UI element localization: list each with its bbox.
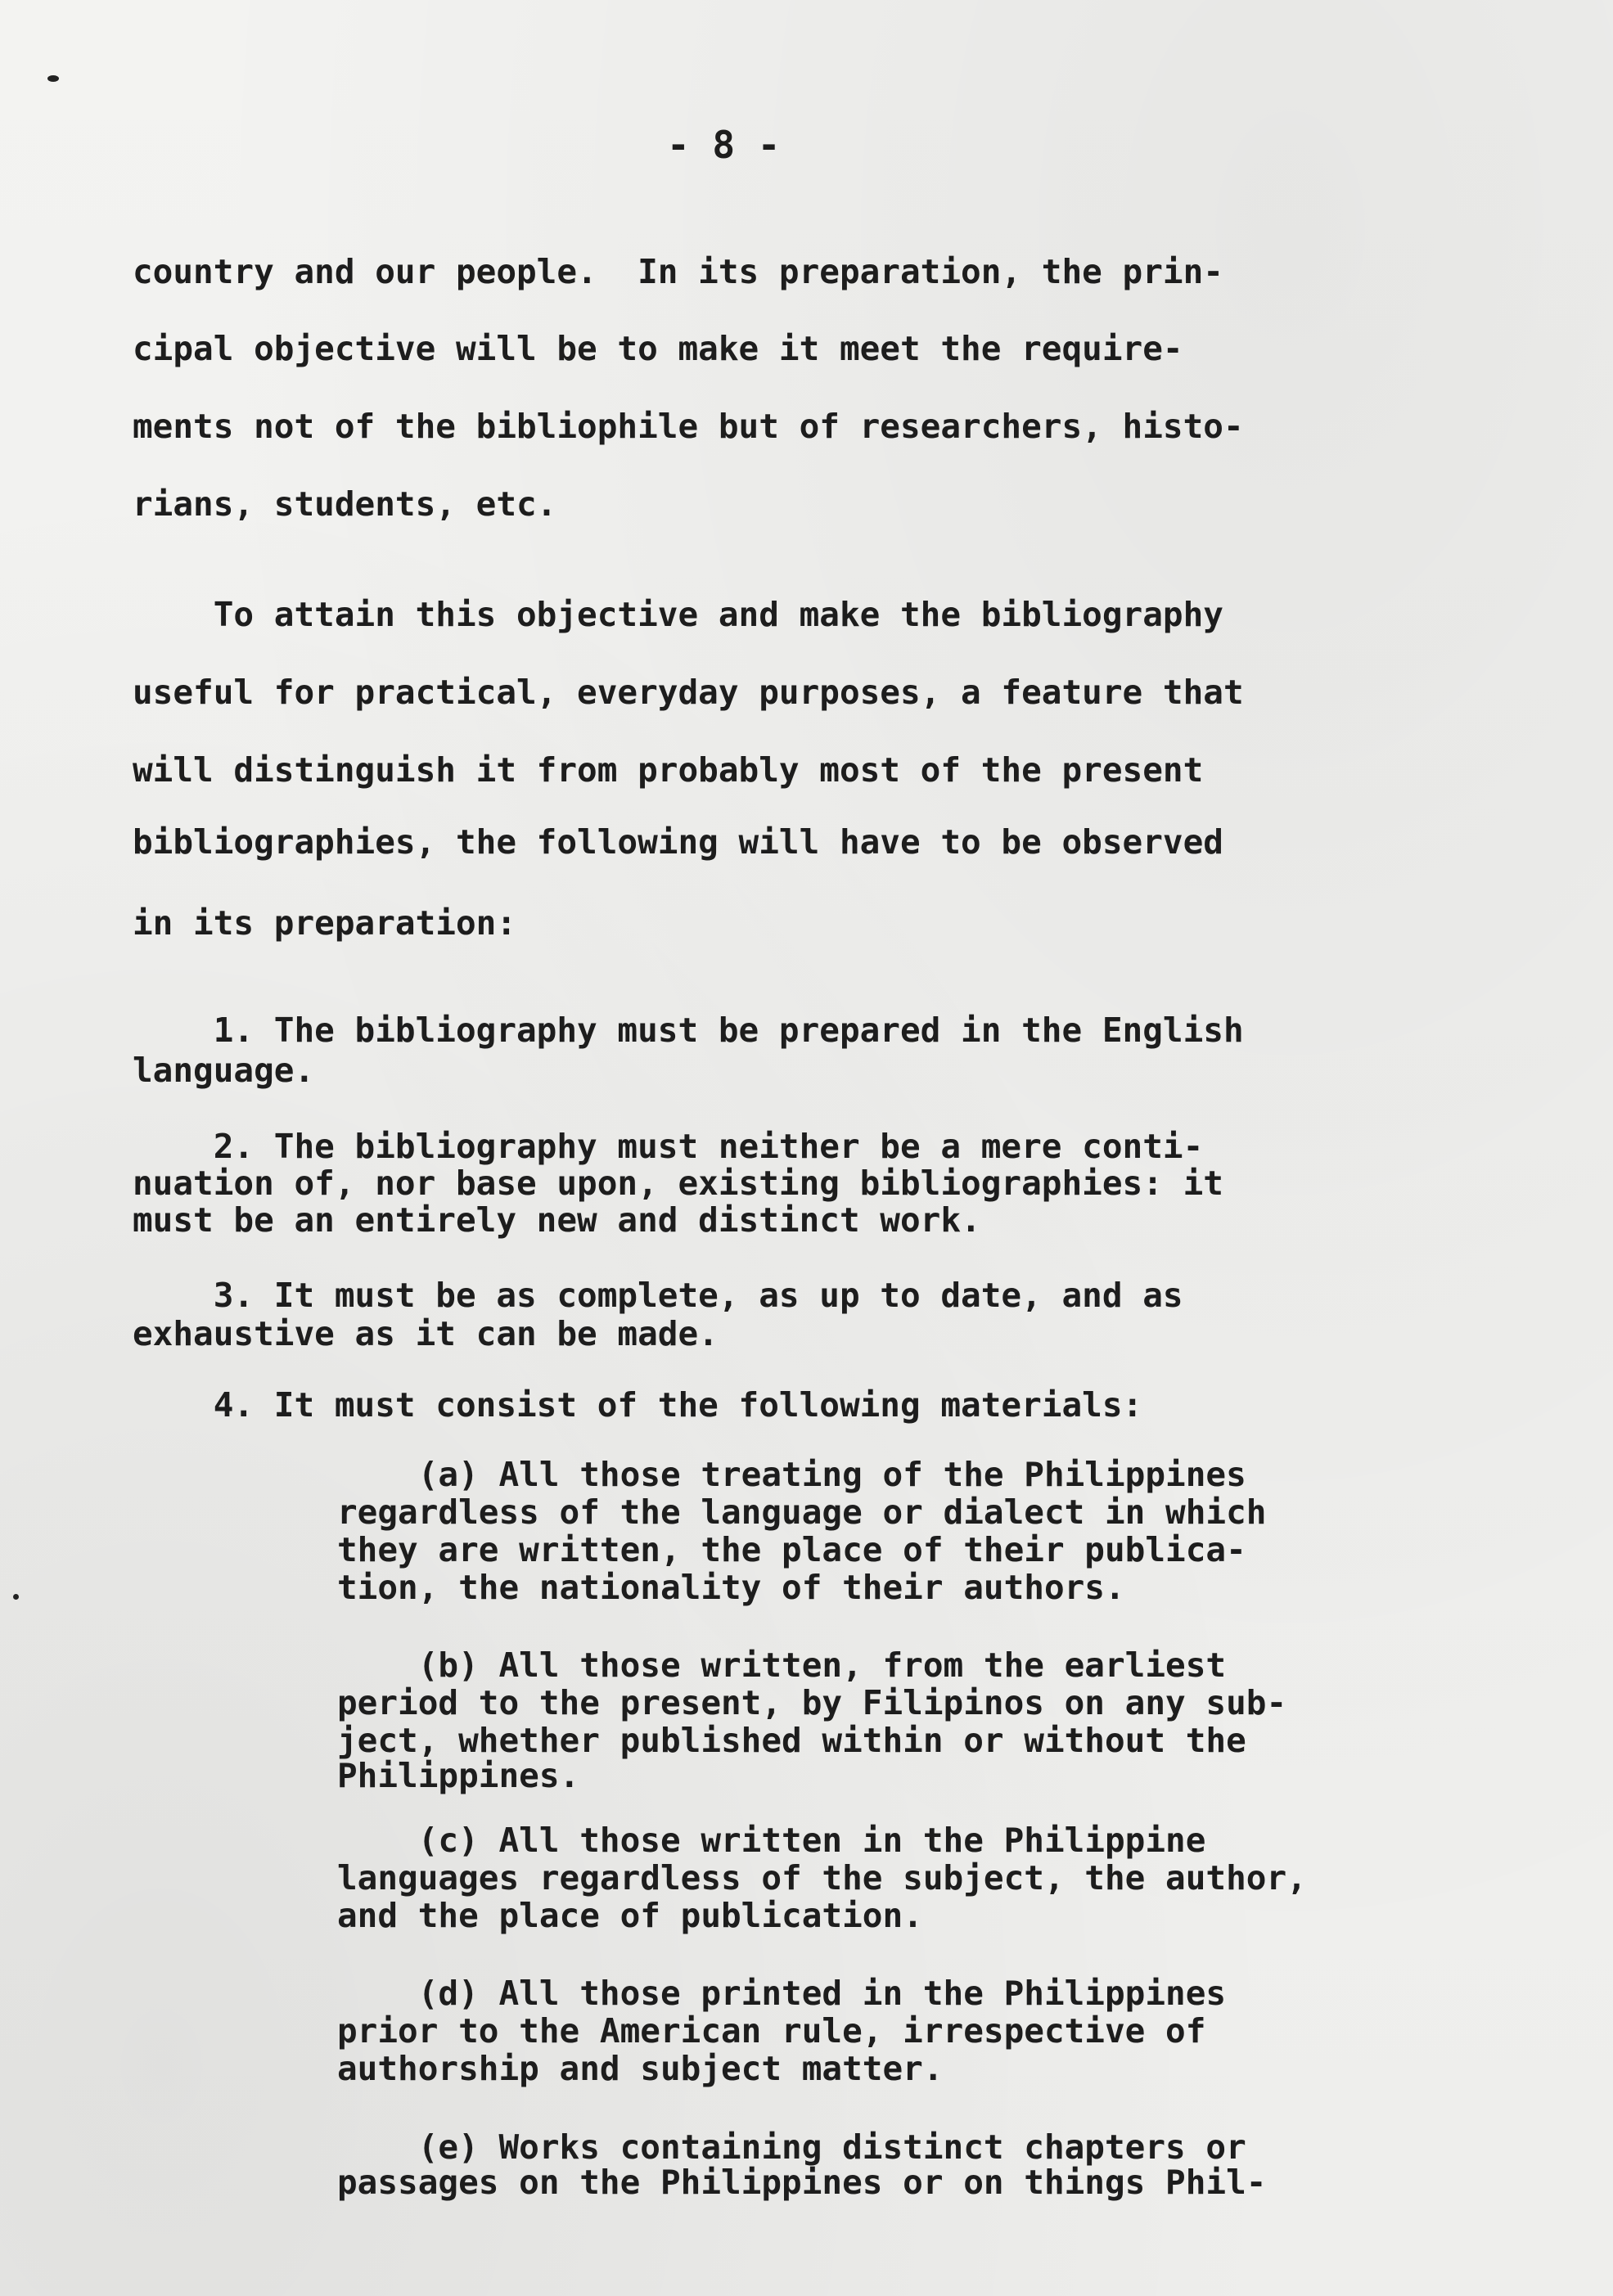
text-line: will distinguish it from probably most of the present	[133, 750, 1204, 790]
sub-item-line: (d) All those printed in the Philippines	[337, 1974, 1227, 2013]
list-item-line: 3. It must be as complete, as up to date, and as	[133, 1276, 1183, 1315]
sub-item-line: ject, whether published within or without the	[337, 1721, 1246, 1760]
sub-item-line: (a) All those treating of the Philippines	[337, 1455, 1246, 1494]
page-number: - 8 -	[667, 123, 781, 167]
sub-item-line: authorship and subject matter.	[337, 2049, 944, 2088]
ink-speck	[47, 75, 59, 82]
sub-item-line: passages on the Philippines or on things Phil-	[337, 2163, 1267, 2202]
text-line: ments not of the bibliophile but of researchers, histo-	[133, 407, 1244, 446]
sub-item-line: languages regardless of the subject, the author,	[337, 1858, 1307, 1898]
text-line: cipal objective will be to make it meet the require-	[133, 329, 1183, 368]
list-item-line: must be an entirely new and distinct work.	[133, 1200, 981, 1240]
list-item-line: 2. The bibliography must neither be a mere conti-	[133, 1127, 1204, 1166]
sub-item-line: (b) All those written, from the earliest	[337, 1645, 1227, 1685]
list-item-line: 1. The bibliography must be prepared in the English	[133, 1011, 1244, 1050]
sub-item-line: and the place of publication.	[337, 1896, 923, 1935]
text-line: To attain this objective and make the bibliography	[133, 595, 1223, 634]
list-item-line: language.	[133, 1051, 315, 1090]
list-item-line: 4. It must consist of the following materials:	[133, 1385, 1143, 1425]
text-line: useful for practical, everyday purposes, a feature that	[133, 673, 1244, 712]
sub-item-line: they are written, the place of their publica-	[337, 1530, 1246, 1569]
text-line: bibliographies, the following will have to be observed	[133, 822, 1223, 862]
text-line: rians, students, etc.	[133, 484, 557, 524]
ink-speck	[13, 1594, 19, 1600]
sub-item-line: period to the present, by Filipinos on any sub-	[337, 1683, 1287, 1722]
text-line: in its preparation:	[133, 903, 516, 943]
list-item-line: nuation of, nor base upon, existing bibliographies: it	[133, 1164, 1223, 1203]
sub-item-line: tion, the nationality of their authors.	[337, 1568, 1125, 1607]
text-line: country and our people. In its preparation, the prin-	[133, 252, 1223, 291]
sub-item-line: Philippines.	[337, 1756, 580, 1795]
sub-item-line: regardless of the language or dialect in which	[337, 1492, 1267, 1532]
list-item-line: exhaustive as it can be made.	[133, 1314, 719, 1353]
sub-item-line: (c) All those written in the Philippine	[337, 1821, 1206, 1860]
sub-item-line: (e) Works containing distinct chapters or	[337, 2127, 1246, 2167]
sub-item-line: prior to the American rule, irrespective of	[337, 2011, 1206, 2051]
